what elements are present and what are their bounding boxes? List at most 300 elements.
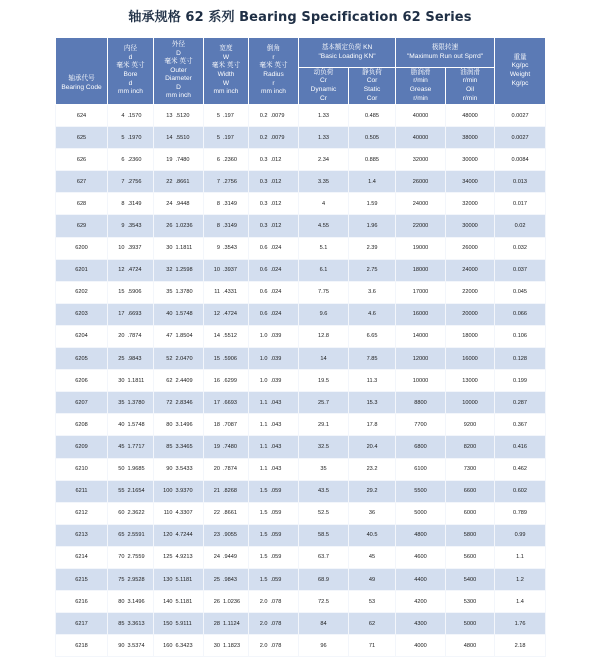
weight-cell: 1.4 [495, 591, 546, 613]
static-load-cell: 2.75 [349, 259, 396, 281]
dynamic-load-cell: 25.7 [299, 392, 349, 414]
dynamic-load-cell: 63.7 [299, 546, 349, 568]
bore-cell-inch: .2360 [127, 156, 142, 163]
outer-diameter-cell-inch: 2.4409 [175, 377, 193, 384]
radius-cell-inch: .012 [270, 156, 282, 163]
radius-cell-mm: 1.0 [259, 333, 268, 340]
outer-diameter-cell [154, 591, 204, 613]
dynamic-load-cell: 72.5 [299, 591, 349, 613]
header-weight [495, 38, 546, 105]
width-cell-inch: .9843 [223, 576, 237, 583]
bore-cell-inch: 3.5374 [127, 642, 145, 649]
oil-speed-cell: 5600 [446, 546, 495, 568]
width-cell-inch: .3149 [223, 200, 237, 207]
bore-cell-inch: .4724 [127, 267, 142, 274]
static-load-cell: 6.65 [349, 325, 396, 347]
radius-cell-inch: .012 [270, 223, 282, 230]
oil-speed-cell: 5000 [446, 613, 495, 635]
width-cell-mm: 20 [213, 466, 220, 473]
table-row [56, 237, 546, 259]
width-cell-mm: 17 [213, 399, 220, 406]
radius-cell-inch: .039 [270, 355, 282, 362]
bore-cell-mm: 15 [118, 289, 125, 296]
radius-cell-inch: .0079 [270, 112, 285, 119]
outer-diameter-cell-mm: 140 [163, 598, 173, 605]
grease-speed-cell: 22000 [396, 215, 446, 237]
bore-cell [108, 414, 154, 436]
outer-diameter-cell-inch: .5510 [175, 134, 190, 141]
width-cell-inch: .197 [223, 134, 234, 141]
bore-cell [108, 502, 154, 524]
radius-cell [249, 193, 299, 215]
header-line: D [176, 49, 181, 57]
width-cell-inch: .9449 [223, 554, 237, 561]
header-line: 内径 [123, 45, 138, 53]
width-cell-mm: 15 [213, 355, 220, 362]
width-cell-mm: 28 [213, 620, 220, 627]
header-line: 倒角 [266, 45, 281, 53]
bore-cell-mm: 30 [118, 377, 125, 384]
outer-diameter-cell [154, 480, 204, 502]
radius-cell-mm: 1.5 [259, 554, 268, 561]
oil-speed-cell: 5300 [446, 591, 495, 613]
weight-cell: 0.106 [495, 325, 546, 347]
dynamic-load-cell: 4.55 [299, 215, 349, 237]
radius-cell-inch: .0079 [270, 134, 285, 141]
header-line: Width [217, 71, 235, 78]
static-load-cell: 1.59 [349, 193, 396, 215]
bore-cell [108, 591, 154, 613]
bearing-code-cell: 6205 [56, 348, 108, 370]
radius-cell [249, 458, 299, 480]
static-load-cell: 7.85 [349, 348, 396, 370]
width-cell [204, 325, 249, 347]
table-row [56, 105, 546, 127]
weight-cell: 0.789 [495, 502, 546, 524]
radius-cell-mm: 1.5 [259, 510, 268, 517]
static-load-cell: 71 [349, 635, 396, 657]
static-load-cell: 0.485 [349, 105, 396, 127]
radius-cell [249, 568, 299, 590]
bore-cell [108, 370, 154, 392]
oil-speed-cell: 32000 [446, 193, 495, 215]
radius-cell-mm: 2.0 [259, 620, 268, 627]
dynamic-load-cell: 9.6 [299, 303, 349, 325]
grease-speed-cell: 12000 [396, 348, 446, 370]
radius-cell-mm: 0.3 [259, 156, 268, 163]
grease-speed-cell: 4000 [396, 635, 446, 657]
grease-speed-cell: 4600 [396, 546, 446, 568]
header-width [204, 38, 249, 105]
header-line: Outer [170, 66, 187, 74]
width-cell-mm: 21 [213, 488, 220, 495]
radius-cell [249, 105, 299, 127]
radius-cell-mm: 1.1 [259, 443, 268, 450]
static-load-cell: 0.505 [349, 127, 396, 149]
outer-diameter-cell [154, 568, 204, 590]
table-row [56, 171, 546, 193]
bore-cell-mm: 12 [118, 267, 125, 274]
radius-cell-mm: 1.1 [259, 466, 268, 473]
bore-cell-inch: .1970 [127, 134, 142, 141]
radius-cell-inch: .059 [270, 532, 282, 539]
table-row [56, 458, 546, 480]
static-load-cell: 20.4 [349, 436, 396, 458]
radius-cell [249, 281, 299, 303]
width-cell [204, 458, 249, 480]
width-cell-mm: 12 [213, 311, 220, 318]
radius-cell-mm: 0.2 [259, 112, 268, 119]
outer-diameter-cell-mm: 150 [163, 620, 173, 627]
radius-cell-inch: .043 [270, 443, 282, 450]
grease-speed-cell: 4400 [396, 568, 446, 590]
width-cell [204, 414, 249, 436]
header-line: Cor [366, 77, 378, 85]
outer-diameter-cell-inch: 1.3780 [175, 289, 193, 296]
outer-diameter-cell-inch: 3.5433 [175, 466, 193, 473]
bore-cell-inch: .2756 [127, 178, 142, 185]
grease-speed-cell: 19000 [396, 237, 446, 259]
bearing-code-cell: 624 [56, 105, 108, 127]
weight-cell: 0.602 [495, 480, 546, 502]
header-line: "Basic Loading KN" [318, 52, 376, 60]
table-row [56, 480, 546, 502]
outer-diameter-cell-mm: 80 [166, 421, 173, 428]
width-cell-inch: .8268 [223, 488, 237, 495]
weight-cell: 0.045 [495, 281, 546, 303]
width-cell-inch: .4724 [223, 311, 237, 318]
dynamic-load-cell: 58.5 [299, 524, 349, 546]
bore-cell-mm: 40 [118, 421, 125, 428]
dynamic-load-cell: 29.1 [299, 414, 349, 436]
width-cell-inch: .7087 [223, 421, 237, 428]
bore-cell-mm: 25 [118, 355, 125, 362]
bearing-code-cell: 6218 [56, 635, 108, 657]
radius-cell-inch: .059 [270, 488, 282, 495]
dynamic-load-cell: 14 [299, 348, 349, 370]
radius-cell-inch: .078 [270, 620, 282, 627]
oil-speed-cell: 5800 [446, 524, 495, 546]
static-load-cell: 15.3 [349, 392, 396, 414]
width-cell-inch: .6299 [223, 377, 237, 384]
table-row [56, 303, 546, 325]
header-line: W [222, 79, 230, 87]
header-line: mm inch [213, 88, 239, 96]
dynamic-load-cell: 3.35 [299, 171, 349, 193]
outer-diameter-cell-inch: 5.1181 [175, 598, 193, 605]
outer-diameter-cell [154, 127, 204, 149]
oil-speed-cell: 9200 [446, 414, 495, 436]
width-cell-mm: 5 [216, 134, 220, 141]
bore-cell-mm: 50 [118, 466, 125, 473]
bore-cell-mm: 35 [118, 399, 125, 406]
radius-cell [249, 414, 299, 436]
radius-cell-mm: 1.0 [259, 377, 268, 384]
outer-diameter-cell-mm: 13 [166, 112, 173, 119]
width-cell-mm: 5 [216, 112, 220, 119]
header-grease [396, 68, 446, 105]
width-cell [204, 149, 249, 171]
bearing-code-cell: 6212 [56, 502, 108, 524]
width-cell-inch: .6693 [223, 399, 237, 406]
header-line: 轴承代号 [68, 75, 95, 83]
dynamic-load-cell: 1.33 [299, 127, 349, 149]
bore-cell-inch: .9843 [127, 355, 142, 362]
bore-cell-mm: 85 [118, 620, 125, 627]
header-line: Dynamic [310, 86, 337, 93]
outer-diameter-cell-mm: 62 [166, 377, 173, 384]
oil-speed-cell: 38000 [446, 127, 495, 149]
grease-speed-cell: 14000 [396, 325, 446, 347]
grease-speed-cell: 26000 [396, 171, 446, 193]
static-load-cell: 23.2 [349, 458, 396, 480]
radius-cell [249, 259, 299, 281]
width-cell [204, 370, 249, 392]
bearing-code-cell: 6207 [56, 392, 108, 414]
radius-cell [249, 524, 299, 546]
width-cell-inch: .197 [223, 112, 234, 119]
dynamic-load-cell: 4 [299, 193, 349, 215]
width-cell [204, 546, 249, 568]
weight-cell: 2.18 [495, 635, 546, 657]
weight-cell: 0.0084 [495, 149, 546, 171]
header-line: 脂润滑 [410, 68, 431, 76]
outer-diameter-cell-mm: 47 [166, 333, 173, 340]
bearing-code-cell: 6217 [56, 613, 108, 635]
radius-cell [249, 237, 299, 259]
grease-speed-cell: 6100 [396, 458, 446, 480]
outer-diameter-cell-mm: 120 [163, 532, 173, 539]
table-row [56, 591, 546, 613]
bore-cell-mm: 8 [121, 200, 125, 207]
outer-diameter-cell-mm: 130 [163, 576, 173, 583]
header-bore [108, 38, 154, 105]
header-line: 极限转速 [431, 43, 459, 51]
radius-cell-mm: 1.1 [259, 421, 268, 428]
bearing-code-cell: 6200 [56, 237, 108, 259]
outer-diameter-cell [154, 325, 204, 347]
width-cell [204, 281, 249, 303]
bearing-code-cell: 6215 [56, 568, 108, 590]
outer-diameter-cell [154, 502, 204, 524]
radius-cell-mm: 1.5 [259, 576, 268, 583]
outer-diameter-cell [154, 259, 204, 281]
bore-cell [108, 149, 154, 171]
width-cell [204, 259, 249, 281]
table-header [56, 38, 546, 105]
radius-cell [249, 502, 299, 524]
header-line: Cr [320, 77, 327, 85]
outer-diameter-cell-inch: 1.1811 [175, 245, 193, 252]
radius-cell [249, 303, 299, 325]
bore-cell-mm: 55 [118, 488, 125, 495]
bore-cell-inch: 2.1654 [127, 488, 145, 495]
header-line: Static [363, 86, 381, 93]
weight-cell: 0.0027 [495, 127, 546, 149]
outer-diameter-cell-inch: 1.0236 [175, 223, 193, 230]
bore-cell-mm: 45 [118, 443, 125, 450]
width-cell-mm: 23 [213, 532, 220, 539]
radius-cell [249, 613, 299, 635]
radius-cell-mm: 1.0 [259, 355, 268, 362]
oil-speed-cell: 8200 [446, 436, 495, 458]
outer-diameter-cell-mm: 72 [166, 399, 173, 406]
page-title: 轴承规格 62 系列 Bearing Specification 62 Series [128, 10, 472, 25]
table-row [56, 502, 546, 524]
static-load-cell: 49 [349, 568, 396, 590]
dynamic-load-cell: 68.9 [299, 568, 349, 590]
dynamic-load-cell: 6.1 [299, 259, 349, 281]
bore-cell-inch: .7874 [127, 333, 142, 340]
radius-cell-inch: .012 [270, 178, 282, 185]
header-line: mm inch [261, 88, 286, 96]
dynamic-load-cell: 52.5 [299, 502, 349, 524]
width-cell-mm: 30 [213, 642, 220, 649]
weight-cell: 0.02 [495, 215, 546, 237]
outer-diameter-cell-mm: 125 [163, 554, 173, 561]
bearing-code-cell: 629 [56, 215, 108, 237]
radius-cell-inch: .012 [270, 200, 282, 207]
width-cell-inch: .2360 [223, 156, 237, 163]
outer-diameter-cell [154, 281, 204, 303]
width-cell [204, 171, 249, 193]
width-cell [204, 591, 249, 613]
width-cell-mm: 11 [214, 289, 220, 296]
oil-speed-cell: 30000 [446, 215, 495, 237]
grease-speed-cell: 4300 [396, 613, 446, 635]
radius-cell-mm: 1.5 [259, 488, 268, 495]
dynamic-load-cell: 84 [299, 613, 349, 635]
width-cell [204, 105, 249, 127]
header-line: D [176, 83, 181, 91]
outer-diameter-cell-inch: 6.3423 [175, 642, 193, 649]
grease-speed-cell: 18000 [396, 259, 446, 281]
header-max-speed [396, 38, 495, 68]
dynamic-load-cell: 19.5 [299, 370, 349, 392]
outer-diameter-cell [154, 613, 204, 635]
bearing-code-cell: 6211 [56, 480, 108, 502]
radius-cell-mm: 0.2 [259, 134, 268, 141]
bore-cell-inch: 1.3780 [127, 399, 145, 406]
grease-speed-cell: 32000 [396, 149, 446, 171]
outer-diameter-cell [154, 348, 204, 370]
radius-cell-inch: .059 [270, 510, 282, 517]
dynamic-load-cell: 12.8 [299, 325, 349, 347]
header-line: r/min [413, 77, 428, 85]
radius-cell [249, 127, 299, 149]
bore-cell-mm: 60 [118, 510, 125, 517]
dynamic-load-cell: 35 [299, 458, 349, 480]
outer-diameter-cell [154, 237, 204, 259]
outer-diameter-cell-mm: 19 [166, 156, 173, 163]
grease-speed-cell: 16000 [396, 303, 446, 325]
width-cell [204, 613, 249, 635]
bore-cell [108, 325, 154, 347]
outer-diameter-cell-mm: 32 [166, 267, 173, 274]
grease-speed-cell: 8800 [396, 392, 446, 414]
header-line: Radius [263, 71, 284, 78]
outer-diameter-cell-inch: 3.9370 [175, 488, 193, 495]
radius-cell [249, 436, 299, 458]
outer-diameter-cell-mm: 24 [166, 200, 173, 207]
width-cell-inch: .3543 [223, 245, 237, 252]
bore-cell-mm: 70 [118, 554, 125, 561]
oil-speed-cell: 48000 [446, 105, 495, 127]
bore-cell-mm: 7 [121, 178, 125, 185]
dynamic-load-cell: 2.34 [299, 149, 349, 171]
bore-cell-inch: 1.5748 [127, 421, 145, 428]
weight-cell: 1.76 [495, 613, 546, 635]
dynamic-load-cell: 96 [299, 635, 349, 657]
bore-cell-mm: 17 [118, 311, 125, 318]
header-line: r/min [413, 94, 428, 102]
table-row [56, 613, 546, 635]
table-row [56, 348, 546, 370]
bore-cell-inch: .3937 [127, 245, 142, 252]
bore-cell [108, 237, 154, 259]
weight-cell: 0.99 [495, 524, 546, 546]
outer-diameter-cell-inch: 1.2598 [175, 267, 193, 274]
bearing-code-cell: 6206 [56, 370, 108, 392]
outer-diameter-cell [154, 392, 204, 414]
width-cell-mm: 8 [216, 200, 220, 207]
outer-diameter-cell [154, 303, 204, 325]
static-load-cell: 36 [349, 502, 396, 524]
width-cell [204, 502, 249, 524]
outer-diameter-cell [154, 546, 204, 568]
width-cell-mm: 9 [216, 245, 220, 252]
width-cell-mm: 19 [213, 443, 220, 450]
outer-diameter-cell-mm: 35 [166, 289, 173, 296]
grease-speed-cell: 40000 [396, 127, 446, 149]
radius-cell-inch: .043 [270, 399, 282, 406]
weight-cell: 0.128 [495, 348, 546, 370]
header-line: 基本额定负荷 KN [321, 43, 373, 51]
header-line: Diameter [165, 75, 192, 83]
radius-cell-inch: .043 [270, 421, 282, 428]
width-cell-mm: 26 [213, 598, 220, 605]
bore-cell-mm: 80 [118, 598, 125, 605]
outer-diameter-cell-mm: 100 [163, 488, 173, 495]
bore-cell-inch: 3.3613 [127, 620, 145, 627]
header-static-cor [349, 68, 396, 105]
header-line: Kg/pc [511, 79, 529, 87]
radius-cell-mm: 0.6 [259, 267, 268, 274]
width-cell-inch: .4331 [223, 289, 237, 296]
table-body [56, 105, 546, 657]
bearing-code-cell: 628 [56, 193, 108, 215]
bore-cell-inch: .3543 [127, 223, 142, 230]
width-cell-inch: 1.1124 [223, 620, 240, 627]
outer-diameter-cell-mm: 22 [166, 178, 173, 185]
radius-cell-inch: .039 [270, 377, 282, 384]
bore-cell-mm: 75 [118, 576, 125, 583]
bore-cell-mm: 10 [118, 245, 125, 252]
header-line: 宽度 [219, 45, 233, 53]
bore-cell [108, 171, 154, 193]
grease-speed-cell: 40000 [396, 105, 446, 127]
radius-cell [249, 392, 299, 414]
table-row [56, 546, 546, 568]
header-line: r [272, 79, 275, 87]
radius-cell [249, 635, 299, 657]
bore-cell [108, 546, 154, 568]
outer-diameter-cell-mm: 30 [166, 245, 173, 252]
outer-diameter-cell-mm: 26 [166, 223, 173, 230]
table-row [56, 370, 546, 392]
header-line: 外径 [171, 40, 186, 48]
radius-cell-inch: .024 [270, 311, 282, 318]
